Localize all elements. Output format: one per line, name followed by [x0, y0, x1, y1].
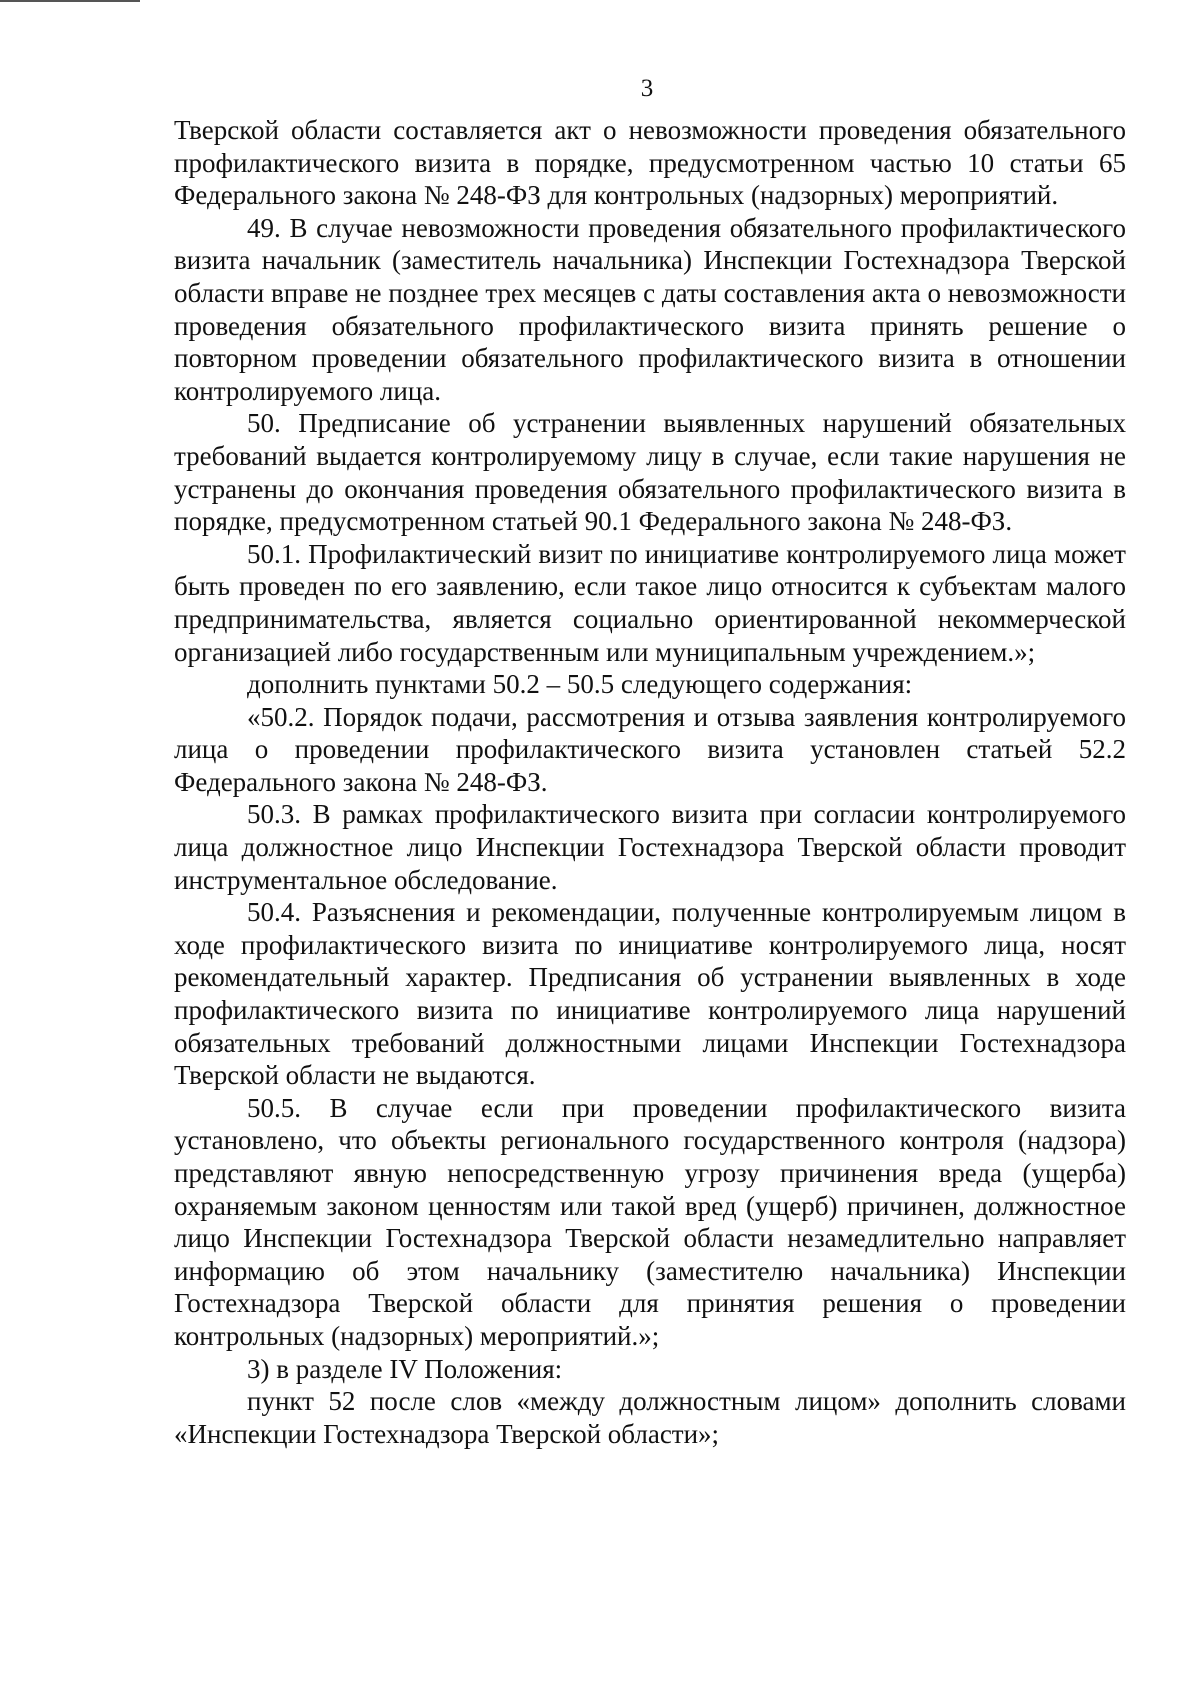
- paragraph-item-49: 49. В случае невозможности проведения обязательного профилактического визита начальник (заместитель начальника) Инспекции Гостехнадзора Тверской области вправе не позднее трех месяцев с даты составления акта о невозможности проведения обязательного профилактического визита принять решение о повторном проведении обязательного профилактического визита в отношении контролируемого лица.: [174, 212, 1126, 406]
- top-edge-rule: [0, 0, 140, 2]
- paragraph-item-50-1: 50.1. Профилактический визит по инициативе контролируемого лица может быть проведен по его заявлению, если такое лицо относится к субъектам малого предпринимательства, является социально ориентированной некоммерческой организацией либо государственным или муниципальным учреждением.»;: [174, 538, 1126, 667]
- paragraph-amendment-intro: дополнить пунктами 50.2 – 50.5 следующего содержания:: [247, 669, 913, 700]
- paragraph-item-50-3: 50.3. В рамках профилактического визита при согласии контролируемого лица должностное лицо Инспекции Гостехнадзора Тверской области проводит инструментальное обследование.: [174, 799, 1126, 895]
- paragraph-section-iv: 3) в разделе IV Положения:: [247, 1353, 563, 1384]
- paragraph-item-50-5: 50.5. В случае если при проведении профилактического визита установлено, что объекты регионального государственного контроля (надзора) представляют явную непосредственную угрозу причинения вреда (ущерба) охраняемым законом ценностям или такой вред (ущерб) причинен, должностное лицо Инспекции Гостехнадзора Тверской области незамедлительно направляет информацию об этом начальнику (заместителю начальника) Инспекции Гостехнадзора Тверской области для принятия решения о проведении контрольных (надзорных) мероприятий.»;: [174, 1092, 1126, 1351]
- paragraph-item-50: 50. Предписание об устранении выявленных нарушений обязательных требований выдается контролируемому лицу в случае, если такие нарушения не устранены до окончания проведения обязательного профилактического визита в порядке, предусмотренном статьей 90.1 Федерального закона № 248-ФЗ.: [174, 408, 1126, 537]
- document-body: [174, 114, 1126, 1450]
- paragraph-continuation: Тверской области составляется акт о невозможности проведения обязательного профилактического визита в порядке, предусмотренном частью 10 статьи 65 Федерального закона № 248-ФЗ для контрольных (надзорных) мероприятий.: [174, 115, 1126, 211]
- paragraph-item-50-4: 50.4. Разъяснения и рекомендации, полученные контролируемым лицом в ходе профилактического визита по инициативе контролируемого лица, носят рекомендательный характер. Предписания об устранении выявленных в ходе профилактического визита по инициативе контролируемого лица нарушений обязательных требований должностными лицами Инспекции Гостехнадзора Тверской области не выдаются.: [174, 897, 1126, 1091]
- paragraph-item-52: пункт 52 после слов «между должностным лицом» дополнить словами «Инспекции Гостехнадзора Тверской области»;: [174, 1386, 1126, 1449]
- paragraph-item-50-2: «50.2. Порядок подачи, рассмотрения и отзыва заявления контролируемого лица о проведении профилактического визита установлен статьей 52.2 Федерального закона № 248-ФЗ.: [174, 701, 1126, 797]
- page-number: 3: [640, 75, 654, 102]
